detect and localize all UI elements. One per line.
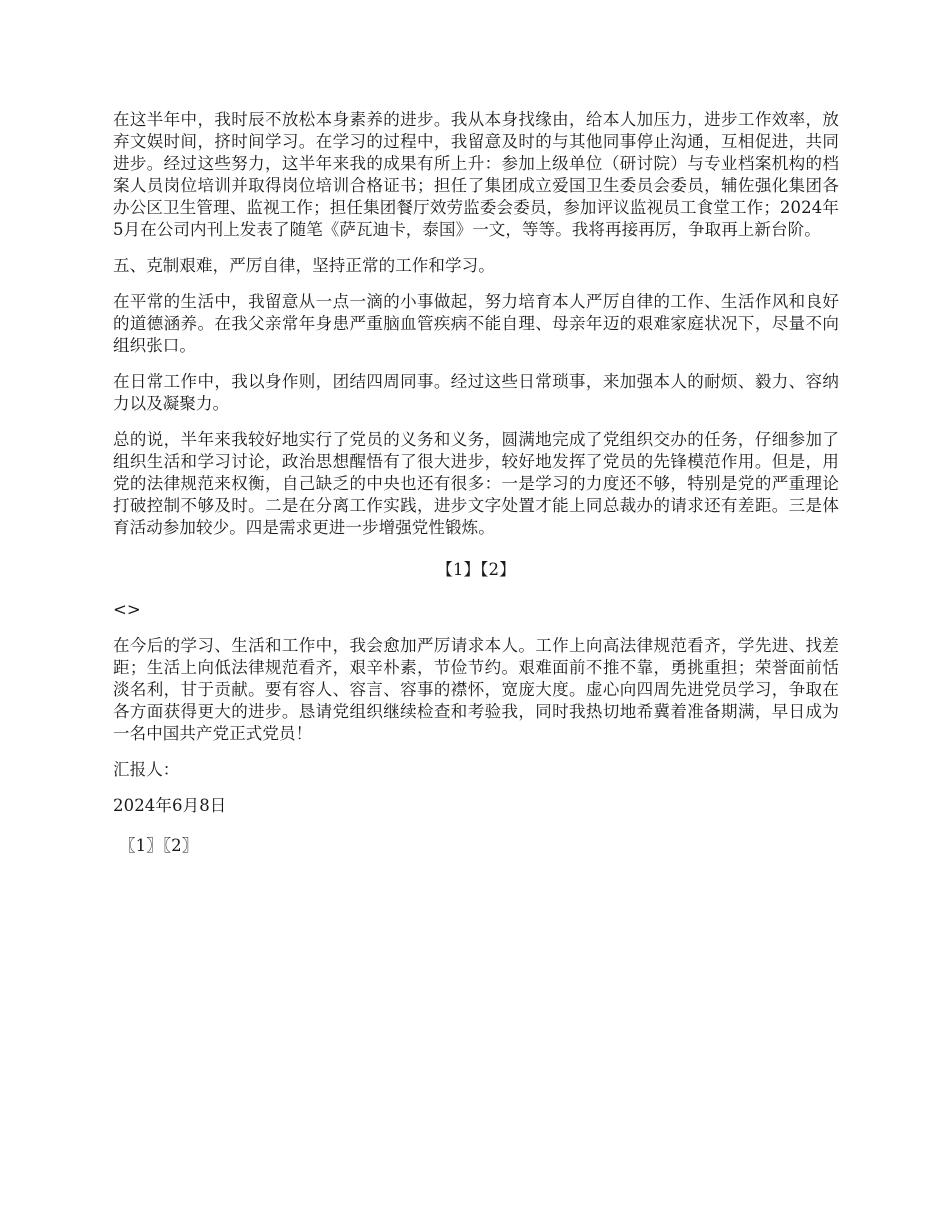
report-date: 2024年6月8日 (113, 796, 227, 815)
paragraph-daily-work: 在日常工作中，我以身作则，团结四周同事。经过这些日常琐事，来加强本人的耐烦、毅力、容纳力以及凝聚力。 (113, 372, 839, 413)
pagination-footer (119, 835, 839, 857)
document-page (113, 109, 839, 857)
reporter-label: 汇报人： (113, 760, 180, 779)
paragraph-future-commitment: 在今后的学习、生活和工作中，我会愈加严厉请求本人。工作上向高法律规范看齐，学先进、找差距；生活上向低法律规范看齐，艰辛朴素，节俭节约。艰难面前不推不靠，勇挑重担；荣誉面前恬淡名利，甘于贡献。要有容人、容言、容事的襟怀，宽庞大度。虚心向四周先进党员学习，争取在各方面获得更大的进步。恳请党组织继续检查和考验我，同时我热切地希冀着准备期满，早日成为一名中国共产党正式党员！ (113, 636, 839, 743)
page-link-2[interactable]: 【2】 (480, 560, 516, 579)
section-heading-five: 五、克制艰难，严厉自律，坚持正常的工作和学习。 (113, 256, 495, 275)
pagination-center (113, 559, 839, 581)
page-link-1[interactable]: 【1】 (436, 560, 481, 579)
footer-page-link-1[interactable]: 〖1〗 (119, 836, 163, 855)
placeholder-marker: <> (113, 600, 141, 619)
paragraph-self-discipline: 在平常的生活中，我留意从一点一滴的小事做起，努力培育本人严厉自律的工作、生活作风和良好的道德涵养。在我父亲常年身患严重脑血管疾病不能自理、母亲年迈的艰难家庭状况下，尽量不向组织张口。 (113, 292, 839, 355)
paragraph-self-improvement: 在这半年中，我时辰不放松本身素养的进步。我从本身找缘由，给本人加压力，进步工作效率，放弃文娱时间，挤时间学习。在学习的过程中，我留意及时的与其他同事停止沟通，互相促进，共同进步。经过这些努力，这半年来我的成果有所上升：参加上级单位（研讨院）与专业档案机构的档案人员岗位培训并取得岗位培训合格证书；担任了集团成立爱国卫生委员会委员，辅佐强化集团各办公区卫生管理、监视工作；担任集团餐厅效劳监委会委员，参加评议监视员工食堂工作；2024年5月在公司内刊上发表了随笔《萨瓦迪卡，泰国》一文，等等。我将再接再厉，争取再上新台阶。 (113, 110, 839, 239)
paragraph-summary: 总的说，半年来我较好地实行了党员的义务和义务，圆满地完成了党组织交办的任务，仔细参加了组织生活和学习讨论，政治思想醒悟有了很大进步，较好地发挥了党员的先锋模范作用。但是，用党的法律规范来权衡，自己缺乏的中央也还有很多：一是学习的力度还不够，特别是党的严重理论打破控制不够及时。二是在分离工作实践，进步文字处置才能上同总裁办的请求还有差距。三是体育活动参加较少。四是需求更进一步增强党性锻炼。 (113, 430, 839, 537)
footer-page-link-2[interactable]: 〖2〗 (162, 836, 199, 855)
